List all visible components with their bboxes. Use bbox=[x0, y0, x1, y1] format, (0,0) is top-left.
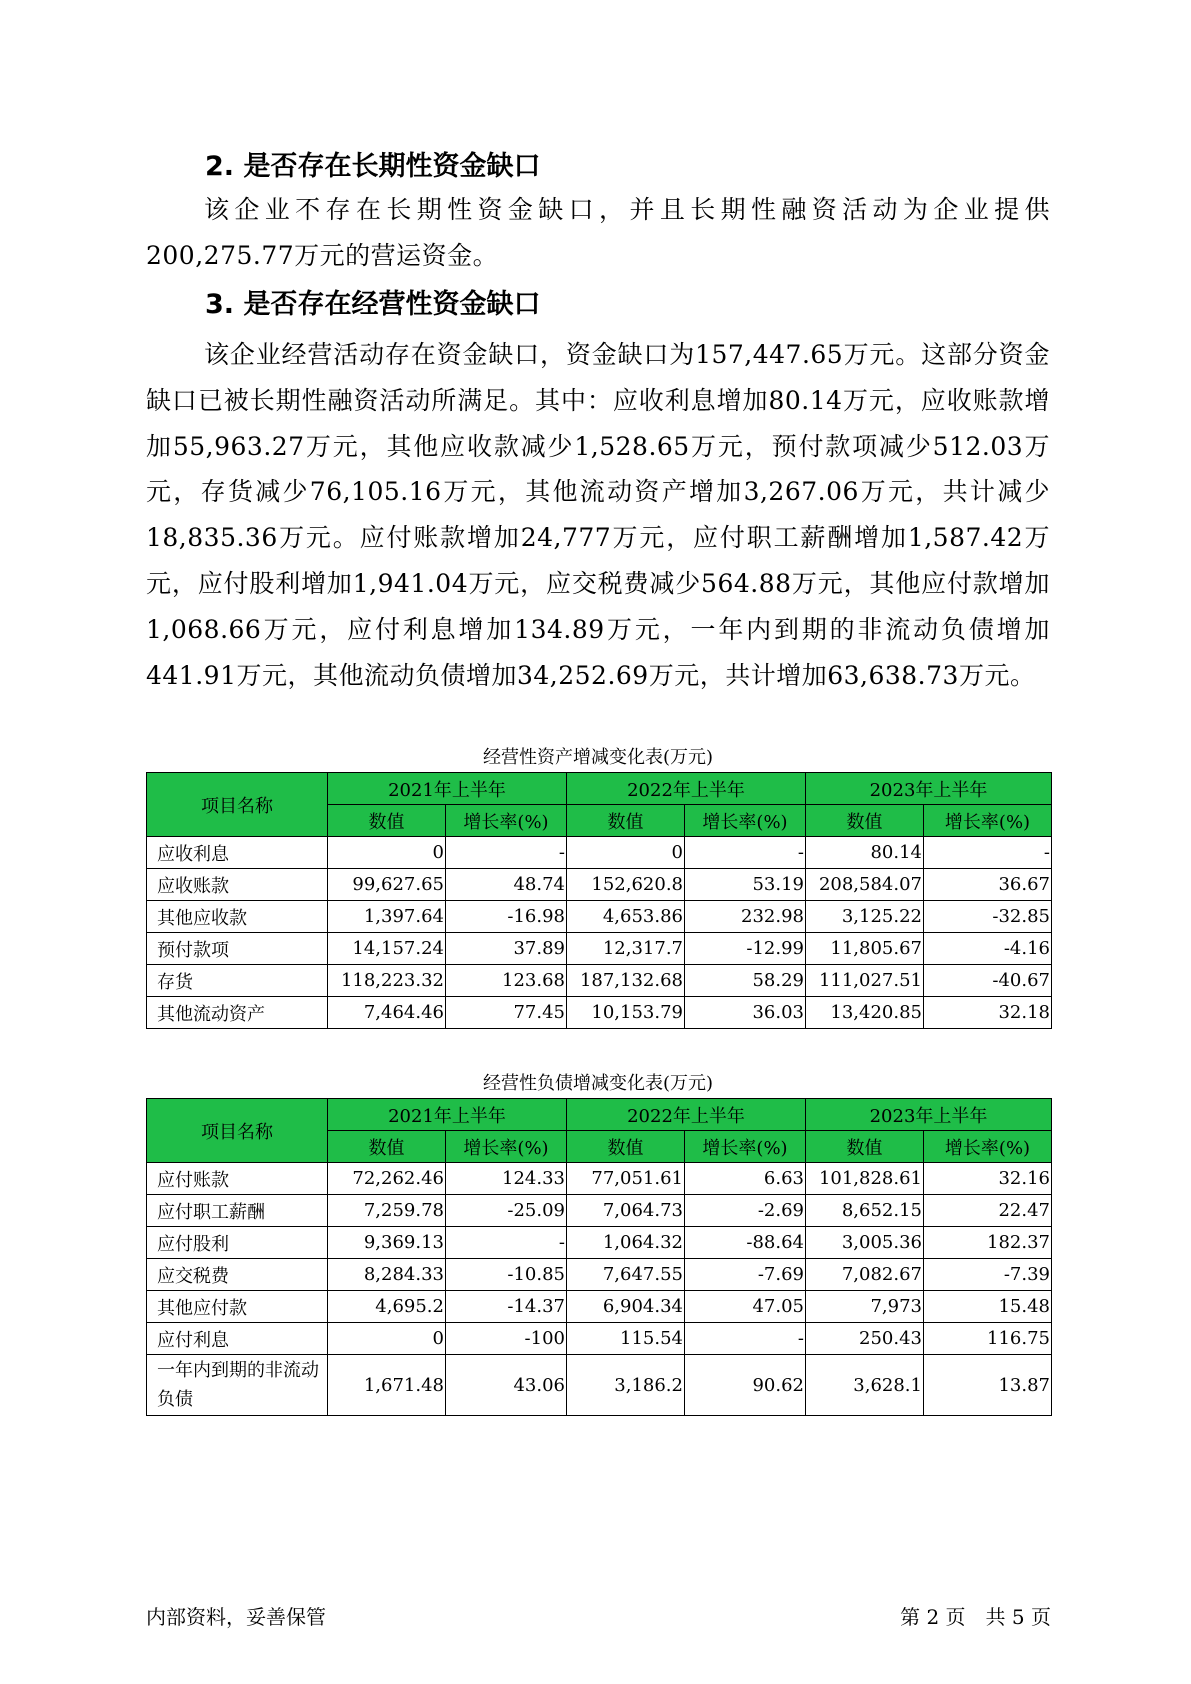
growth-cell: - bbox=[446, 837, 567, 869]
value-cell: 14,157.24 bbox=[328, 933, 446, 965]
table-1-caption: 经营性资产增减变化表(万元) bbox=[482, 747, 714, 768]
value-cell: 99,627.65 bbox=[328, 869, 446, 901]
value-cell: 118,223.32 bbox=[328, 965, 446, 997]
value-cell: 3,628.1 bbox=[806, 1355, 924, 1416]
row-label: 一年内到期的非流动负债 bbox=[147, 1355, 328, 1416]
table-row bbox=[147, 869, 1052, 901]
growth-cell: -88.64 bbox=[685, 1227, 806, 1259]
value-cell: 8,652.15 bbox=[806, 1195, 924, 1227]
footer-confidential-note: 内部资料，妥善保管 bbox=[146, 1605, 326, 1629]
value-cell: 1,064.32 bbox=[567, 1227, 685, 1259]
growth-cell: 43.06 bbox=[446, 1355, 567, 1416]
value-cell: 12,317.7 bbox=[567, 933, 685, 965]
growth-cell: 182.37 bbox=[924, 1227, 1052, 1259]
growth-cell: - bbox=[446, 1227, 567, 1259]
growth-cell: -40.67 bbox=[924, 965, 1052, 997]
row-label: 存货 bbox=[147, 965, 328, 997]
value-cell: 0 bbox=[328, 837, 446, 869]
value-cell: 4,653.86 bbox=[567, 901, 685, 933]
table-row bbox=[147, 1323, 1052, 1355]
value-cell: 6,904.34 bbox=[567, 1291, 685, 1323]
growth-cell: 6.63 bbox=[685, 1163, 806, 1195]
growth-header: 增长率(%) bbox=[446, 1131, 567, 1163]
growth-cell: - bbox=[685, 837, 806, 869]
section-2-body: 该企业不存在长期性资金缺口，并且长期性融资活动为企业提供200,275.77万元的营运资金。 bbox=[146, 195, 1050, 270]
value-cell: 111,027.51 bbox=[806, 965, 924, 997]
table-row bbox=[147, 1355, 1052, 1416]
growth-cell: -25.09 bbox=[446, 1195, 567, 1227]
value-cell: 9,369.13 bbox=[328, 1227, 446, 1259]
value-cell: 101,828.61 bbox=[806, 1163, 924, 1195]
growth-header: 增长率(%) bbox=[924, 805, 1052, 837]
row-label: 其他应付款 bbox=[147, 1291, 328, 1323]
growth-cell: 58.29 bbox=[685, 965, 806, 997]
value-cell: 7,082.67 bbox=[806, 1259, 924, 1291]
value-cell: 77,051.61 bbox=[567, 1163, 685, 1195]
operating-liabilities-table bbox=[146, 1098, 1052, 1416]
value-header: 数值 bbox=[328, 1131, 446, 1163]
growth-cell: 232.98 bbox=[685, 901, 806, 933]
growth-cell: 32.16 bbox=[924, 1163, 1052, 1195]
table-row bbox=[147, 1195, 1052, 1227]
section-3-heading: 3. 是否存在经营性资金缺口 bbox=[205, 289, 541, 320]
row-label: 应付利息 bbox=[147, 1323, 328, 1355]
growth-cell: 77.45 bbox=[446, 997, 567, 1029]
period-header: 2023年上半年 bbox=[806, 773, 1052, 805]
row-label: 应付账款 bbox=[147, 1163, 328, 1195]
value-cell: 0 bbox=[328, 1323, 446, 1355]
growth-cell: -2.69 bbox=[685, 1195, 806, 1227]
growth-cell: 123.68 bbox=[446, 965, 567, 997]
value-header: 数值 bbox=[806, 805, 924, 837]
growth-cell: 36.67 bbox=[924, 869, 1052, 901]
value-cell: 3,125.22 bbox=[806, 901, 924, 933]
operating-assets-table bbox=[146, 772, 1052, 1029]
growth-header: 增长率(%) bbox=[446, 805, 567, 837]
value-cell: 7,259.78 bbox=[328, 1195, 446, 1227]
row-label: 应收利息 bbox=[147, 837, 328, 869]
period-header: 2023年上半年 bbox=[806, 1099, 1052, 1131]
value-cell: 0 bbox=[567, 837, 685, 869]
value-cell: 11,805.67 bbox=[806, 933, 924, 965]
growth-cell: -100 bbox=[446, 1323, 567, 1355]
value-cell: 1,397.64 bbox=[328, 901, 446, 933]
row-label: 应付股利 bbox=[147, 1227, 328, 1259]
growth-cell: -14.37 bbox=[446, 1291, 567, 1323]
value-cell: 3,186.2 bbox=[567, 1355, 685, 1416]
period-header: 2022年上半年 bbox=[567, 1099, 806, 1131]
value-header: 数值 bbox=[567, 1131, 685, 1163]
growth-cell: 90.62 bbox=[685, 1355, 806, 1416]
growth-cell: -12.99 bbox=[685, 933, 806, 965]
table-row bbox=[147, 837, 1052, 869]
table-row bbox=[147, 965, 1052, 997]
value-header: 数值 bbox=[806, 1131, 924, 1163]
value-cell: 8,284.33 bbox=[328, 1259, 446, 1291]
growth-cell: 32.18 bbox=[924, 997, 1052, 1029]
value-cell: 80.14 bbox=[806, 837, 924, 869]
value-cell: 72,262.46 bbox=[328, 1163, 446, 1195]
table-row bbox=[147, 997, 1052, 1029]
value-cell: 1,671.48 bbox=[328, 1355, 446, 1416]
value-cell: 250.43 bbox=[806, 1323, 924, 1355]
value-cell: 7,064.73 bbox=[567, 1195, 685, 1227]
growth-header: 增长率(%) bbox=[924, 1131, 1052, 1163]
growth-cell: 15.48 bbox=[924, 1291, 1052, 1323]
item-name-header: 项目名称 bbox=[147, 1099, 328, 1163]
value-cell: 115.54 bbox=[567, 1323, 685, 1355]
growth-cell: 47.05 bbox=[685, 1291, 806, 1323]
growth-cell: 22.47 bbox=[924, 1195, 1052, 1227]
period-header: 2021年上半年 bbox=[328, 1099, 567, 1131]
section-2-heading: 2. 是否存在长期性资金缺口 bbox=[205, 151, 541, 182]
value-header: 数值 bbox=[328, 805, 446, 837]
growth-cell: 13.87 bbox=[924, 1355, 1052, 1416]
growth-cell: -10.85 bbox=[446, 1259, 567, 1291]
value-cell: 7,973 bbox=[806, 1291, 924, 1323]
value-cell: 152,620.8 bbox=[567, 869, 685, 901]
growth-cell: -16.98 bbox=[446, 901, 567, 933]
period-header: 2022年上半年 bbox=[567, 773, 806, 805]
growth-cell: -32.85 bbox=[924, 901, 1052, 933]
value-cell: 7,647.55 bbox=[567, 1259, 685, 1291]
row-label: 其他流动资产 bbox=[147, 997, 328, 1029]
value-cell: 10,153.79 bbox=[567, 997, 685, 1029]
table-row bbox=[147, 1259, 1052, 1291]
table-2-caption: 经营性负债增减变化表(万元) bbox=[482, 1073, 714, 1094]
growth-cell: 53.19 bbox=[685, 869, 806, 901]
table-row bbox=[147, 1227, 1052, 1259]
growth-cell: 37.89 bbox=[446, 933, 567, 965]
row-label: 应付职工薪酬 bbox=[147, 1195, 328, 1227]
value-cell: 187,132.68 bbox=[567, 965, 685, 997]
footer-page-number: 第 2 页 共 5 页 bbox=[900, 1605, 1051, 1629]
table-row bbox=[147, 901, 1052, 933]
row-label: 应收账款 bbox=[147, 869, 328, 901]
growth-cell: -7.69 bbox=[685, 1259, 806, 1291]
value-cell: 13,420.85 bbox=[806, 997, 924, 1029]
growth-cell: - bbox=[924, 837, 1052, 869]
growth-cell: 116.75 bbox=[924, 1323, 1052, 1355]
value-cell: 208,584.07 bbox=[806, 869, 924, 901]
period-header: 2021年上半年 bbox=[328, 773, 567, 805]
growth-cell: 124.33 bbox=[446, 1163, 567, 1195]
growth-cell: 48.74 bbox=[446, 869, 567, 901]
table-row bbox=[147, 1163, 1052, 1195]
section-3-body: 该企业经营活动存在资金缺口，资金缺口为157,447.65万元。这部分资金缺口已被长期性融资活动所满足。其中：应收利息增加80.14万元，应收账款增加55,963.27万元，其他应收款减少1,528.65万元，预付款项减少512.03万元，存货减少76,105.16万元，其他流动资产增加3,267.06万元，共计减少18,835.36万元。应付账款增加24,777万元，应付职工薪酬增加1,587.42万元，应付股利增加1,941.04万元，应交税费减少564.88万元，其他应付款增加1,068.66万元，应付利息增加134.89万元，一年内到期的非流动负债增加441.91万元，其他流动负债增加34,252.69万元，共计增加63,638.73万元。 bbox=[146, 340, 1050, 690]
value-cell: 7,464.46 bbox=[328, 997, 446, 1029]
value-cell: 4,695.2 bbox=[328, 1291, 446, 1323]
item-name-header: 项目名称 bbox=[147, 773, 328, 837]
growth-cell: -7.39 bbox=[924, 1259, 1052, 1291]
table-row bbox=[147, 1291, 1052, 1323]
table-row bbox=[147, 933, 1052, 965]
row-label: 其他应收款 bbox=[147, 901, 328, 933]
growth-cell: -4.16 bbox=[924, 933, 1052, 965]
row-label: 预付款项 bbox=[147, 933, 328, 965]
growth-header: 增长率(%) bbox=[685, 805, 806, 837]
value-cell: 3,005.36 bbox=[806, 1227, 924, 1259]
growth-cell: 36.03 bbox=[685, 997, 806, 1029]
row-label: 应交税费 bbox=[147, 1259, 328, 1291]
growth-header: 增长率(%) bbox=[685, 1131, 806, 1163]
growth-cell: - bbox=[685, 1323, 806, 1355]
value-header: 数值 bbox=[567, 805, 685, 837]
